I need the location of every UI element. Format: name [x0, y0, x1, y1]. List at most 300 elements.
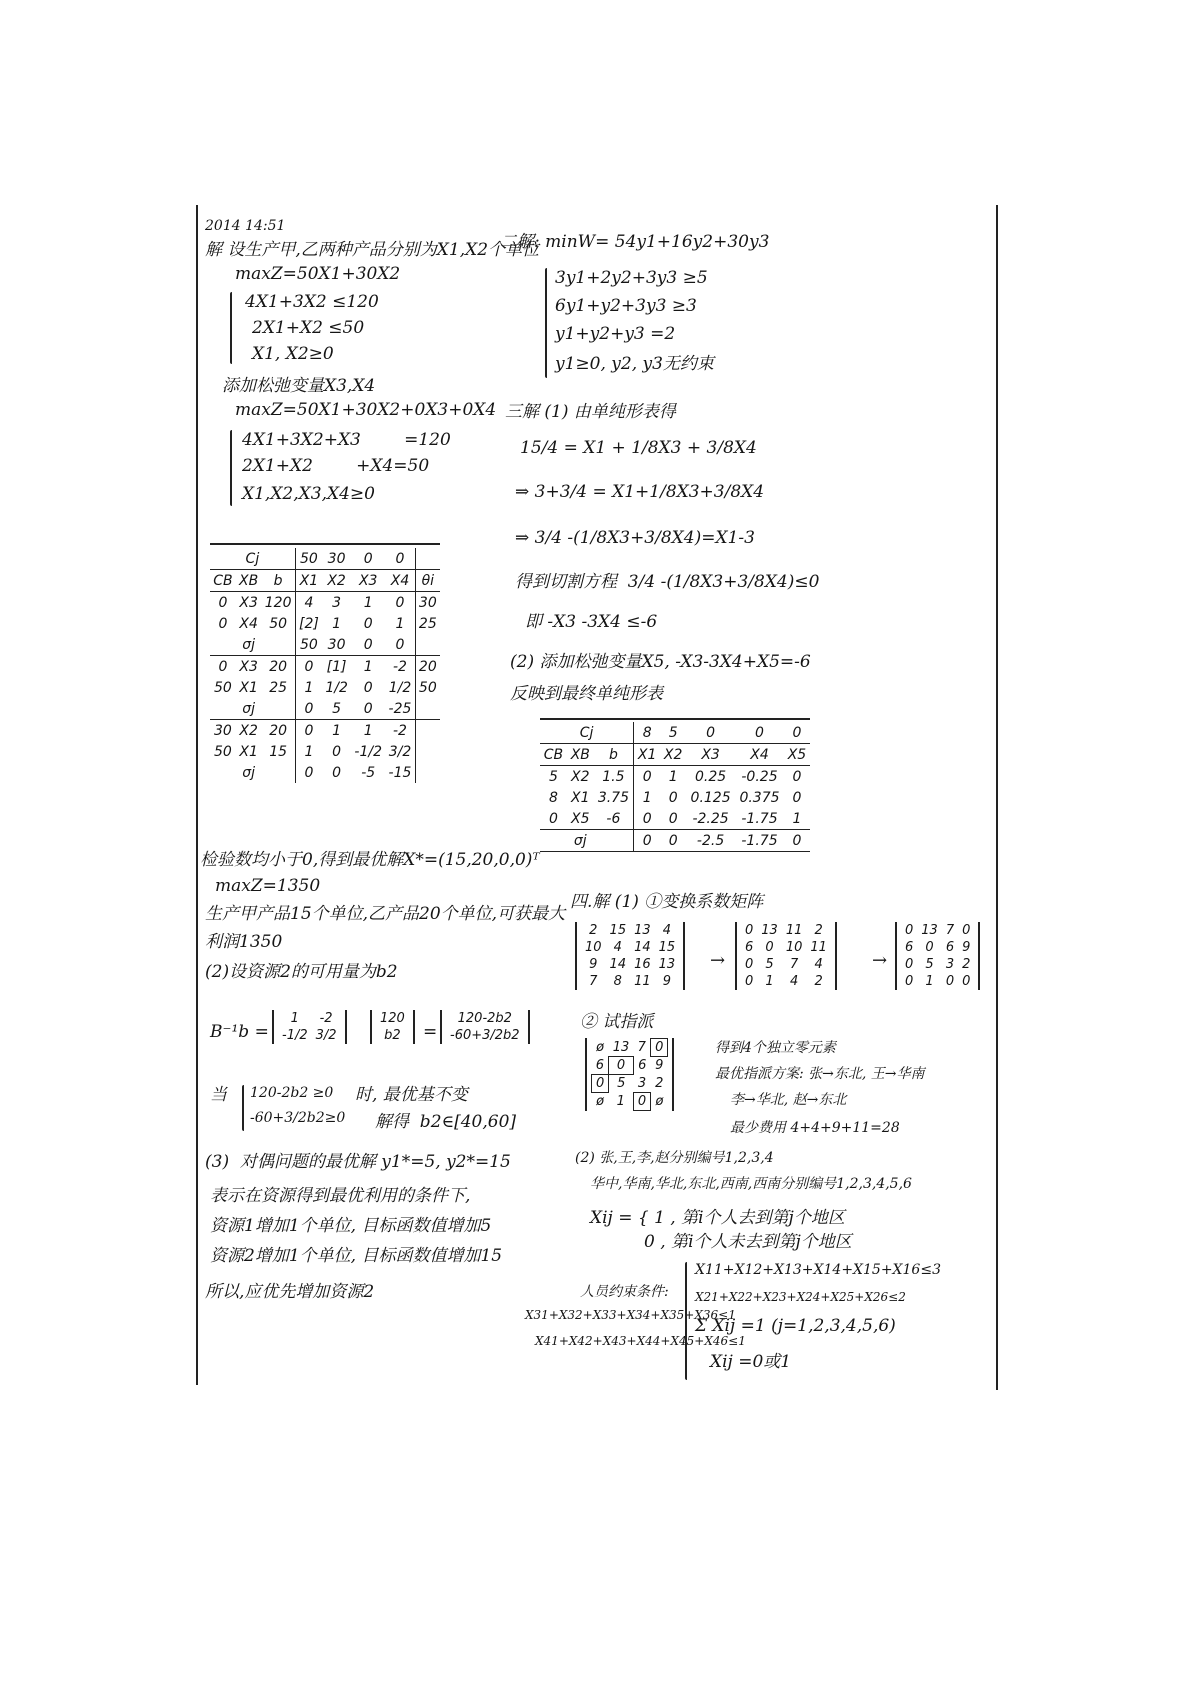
- matrix-cell: 13: [634, 923, 651, 938]
- conclusion-4: 利润1350: [205, 932, 283, 952]
- cj-label: Cj: [540, 722, 634, 744]
- table-cell: 0: [642, 768, 652, 785]
- header-cell: X4: [735, 744, 784, 766]
- table-cell: 50: [214, 743, 232, 760]
- table-cell: [540, 830, 567, 852]
- table-cell: 4: [304, 594, 314, 611]
- matrix-cell: 1: [616, 1094, 625, 1109]
- p1b-constraint-3: X1,X2,X3,X4≥0: [242, 484, 375, 504]
- matrix-row: [741, 922, 831, 939]
- matrix-cell: 3: [945, 957, 955, 972]
- table-cell: 1: [784, 808, 810, 830]
- matrix-cell: 11: [810, 940, 827, 955]
- q4-part2-line-2: 华中,华南,华北,东北,西南,西南分别编号1,2,3,4,5,6: [590, 1176, 912, 1192]
- part3-line-1: (3) 对偶问题的最优解 y1*=5, y2*=15: [205, 1152, 511, 1172]
- matrix-row: [901, 939, 974, 956]
- matrix-cell: 0: [945, 974, 955, 989]
- table-cell: σj: [242, 764, 256, 781]
- table-cell: 0: [363, 679, 373, 696]
- header-cell: X3: [351, 570, 385, 592]
- table-cell: [2]: [299, 615, 319, 632]
- q2-intro: 二解: minW= 54y1+16y2+30y3: [500, 232, 770, 252]
- table-cell: X5: [567, 808, 594, 830]
- table-cell: 0: [218, 615, 228, 632]
- table-cell: X2: [239, 722, 258, 739]
- matrix-cell: 0: [905, 974, 914, 989]
- matrix-cell: 15: [609, 923, 627, 938]
- table-cell: 25: [418, 615, 437, 632]
- table-cell: X4: [239, 615, 258, 632]
- table-cell: 50: [418, 679, 437, 696]
- table-cell: -2.25: [686, 808, 735, 830]
- matrix-row: [446, 1027, 524, 1044]
- matrix-cell: 7: [789, 957, 799, 972]
- matrix-row: [592, 1093, 668, 1111]
- matrix-cell: 6: [638, 1058, 647, 1073]
- q3-line-7: (2) 添加松弛变量X5, -X3-3X4+X5=-6: [510, 652, 811, 672]
- cj-label: Cj: [210, 548, 295, 570]
- model-label: 人员约束条件:: [580, 1284, 669, 1300]
- header-cell: X2: [322, 570, 351, 592]
- table-cell: X1: [239, 743, 258, 760]
- table-row: [210, 592, 440, 614]
- table-cell: X1: [571, 789, 590, 806]
- table-cell: -25: [385, 698, 415, 720]
- matrix-cell: 13: [612, 1039, 630, 1055]
- table-cell: 3.75: [594, 787, 634, 808]
- table-cell: 0.375: [739, 789, 780, 806]
- header-row: [210, 570, 440, 592]
- table-cell: [210, 634, 236, 656]
- cj-value: 50: [295, 548, 322, 570]
- matrix-cell: 120-2b2: [457, 1011, 512, 1026]
- table-cell: -5: [361, 764, 376, 781]
- page-border-right: [996, 205, 998, 1390]
- q3-line-4: ⇒ 3/4 -(1/8X3+3/8X4)=X1-3: [515, 528, 755, 548]
- table-cell: 1: [385, 613, 415, 634]
- header-cell: X1: [295, 570, 322, 592]
- conclusion-3: 生产甲产品15个单位,乙产品20个单位,可获最大: [205, 904, 566, 924]
- table-cell: 0: [634, 808, 661, 830]
- result-vector: [440, 1010, 530, 1044]
- header-cell: X3: [686, 744, 735, 766]
- matrix-cell: 4: [789, 974, 799, 989]
- matrix-cell: 120: [380, 1011, 405, 1026]
- p1b-brace: [230, 430, 232, 506]
- simplex-table-2: [540, 722, 810, 852]
- matrix-cell: 0: [745, 923, 754, 938]
- matrix-row: [901, 922, 974, 939]
- matrix-cell: 9: [589, 957, 598, 972]
- matrix-row: [592, 1075, 668, 1093]
- matrix-row: [901, 973, 974, 990]
- table-row: [210, 741, 440, 762]
- table-cell: 25: [261, 677, 295, 698]
- model-brace: [685, 1262, 687, 1380]
- matrix-cell: 9: [662, 974, 672, 989]
- matrix-cell: 1: [290, 1011, 299, 1026]
- cj-value: 8: [634, 722, 661, 744]
- table-cell: 1/2: [325, 679, 348, 696]
- matrix-cell: 6: [905, 940, 914, 955]
- matrix-cell: 1: [925, 974, 934, 989]
- matrix-cell: 1: [765, 974, 774, 989]
- matrix-cell: 6: [595, 1057, 605, 1073]
- table-cell: 0: [385, 592, 415, 614]
- q2-brace: [545, 268, 547, 378]
- p1-constraint-1: 4X1+3X2 ≤120: [245, 292, 379, 312]
- p1-constraint-2: 2X1+X2 ≤50: [252, 318, 365, 338]
- table-cell: 5: [549, 768, 558, 785]
- cj-value: 5: [660, 722, 686, 744]
- part3-line-4: 资源2增加1个单位, 目标函数值增加15: [210, 1246, 503, 1266]
- table-cell: 8: [549, 789, 558, 806]
- table-cell: [210, 762, 236, 783]
- matrix-cell: 0: [651, 1039, 668, 1057]
- table-cell: 30: [214, 722, 232, 739]
- matrix-cell: 6: [945, 940, 955, 955]
- table-cell: 0: [792, 768, 802, 785]
- matrix-cell: ø: [655, 1094, 664, 1109]
- table-cell: 0: [304, 722, 314, 739]
- table-cell: [415, 741, 440, 762]
- part2-intro: (2)设资源2的可用量为b2: [205, 962, 398, 982]
- part3-line-3: 资源1增加1个单位, 目标函数值增加5: [210, 1216, 492, 1236]
- header-cell: X4: [385, 570, 415, 592]
- p1-objective: maxZ=50X1+30X2: [235, 264, 401, 284]
- table-cell: [415, 762, 440, 783]
- header-row: [540, 744, 810, 766]
- matrix-cell: 0: [962, 923, 971, 938]
- matrix-cell: 15: [658, 940, 676, 955]
- matrix-row: [741, 956, 831, 973]
- matrix-cell: b2: [384, 1028, 401, 1043]
- matrix-cell: ø: [596, 1040, 605, 1055]
- cost-matrix: [575, 922, 685, 990]
- matrix-row: [592, 1039, 668, 1057]
- table-row: [210, 762, 440, 783]
- arrow-icon: →: [710, 950, 726, 971]
- matrix-row: [278, 1027, 341, 1044]
- matrix-cell: 6: [745, 940, 754, 955]
- table-row: [210, 720, 440, 742]
- table-cell: -1.75: [735, 830, 784, 852]
- model-line-4: Xij =0或1: [710, 1352, 792, 1372]
- part2-eq-lhs: B⁻¹b =: [210, 1022, 269, 1042]
- table-cell: 0: [351, 698, 385, 720]
- matrix-cell: 7: [589, 974, 598, 989]
- matrix-row: [446, 1010, 524, 1027]
- part2-solve: 解得 b2∈[40,60]: [375, 1112, 517, 1132]
- table-row: [210, 698, 440, 720]
- table-cell: 15: [261, 741, 295, 762]
- theta-cell: [415, 548, 440, 570]
- header-cell: CB: [210, 570, 236, 592]
- table-cell: -6: [594, 808, 634, 830]
- table-row: [540, 808, 810, 830]
- table-cell: 0: [634, 830, 661, 852]
- matrix-cell: 13: [658, 957, 676, 972]
- table-cell: [261, 762, 295, 783]
- table-cell: 0: [660, 808, 686, 830]
- table-cell: [1]: [326, 658, 347, 675]
- table-cell: 30: [322, 634, 351, 656]
- matrix-row: [581, 939, 679, 956]
- table-cell: 1: [304, 679, 314, 696]
- table-cell: 0: [304, 658, 314, 675]
- table-cell: 5: [322, 698, 351, 720]
- table-cell: 30: [418, 594, 437, 611]
- matrix-row: [592, 1057, 668, 1075]
- matrix-row: [581, 956, 679, 973]
- p1-intro: 解 设生产甲,乙两种产品分别为X1,X2个单位: [205, 240, 540, 260]
- table-cell: 1/2: [385, 677, 415, 698]
- matrix-cell: 4: [662, 923, 672, 938]
- p1-constraint-3: X1, X2≥0: [252, 344, 334, 364]
- table-cell: [261, 634, 295, 656]
- matrix-row: [278, 1010, 341, 1027]
- header-cell: b: [594, 744, 634, 766]
- matrix-row: [581, 922, 679, 939]
- q4-intro: 四.解 (1) ①变换系数矩阵: [570, 892, 764, 912]
- header-cell: CB: [540, 744, 567, 766]
- matrix-cell: 5: [617, 1076, 626, 1092]
- table-cell: σj: [567, 830, 594, 852]
- matrix-cell: 2: [962, 957, 971, 972]
- table-cell: 1: [363, 658, 373, 675]
- assignment-matrix: [585, 1038, 674, 1111]
- matrix-cell: 2: [814, 974, 823, 989]
- matrix-cell: 0: [962, 974, 971, 989]
- matrix-cell: 10: [585, 940, 602, 955]
- matrix-cell: 3/2: [315, 1028, 337, 1043]
- table-cell: 1: [363, 594, 373, 611]
- trial-assign-label: ② 试指派: [580, 1012, 654, 1032]
- table-cell: X1: [239, 679, 258, 696]
- matrix-row: [376, 1010, 409, 1027]
- p1b-constraint-1: 4X1+3X2+X3 =120: [242, 430, 451, 450]
- table-cell: 0: [668, 789, 678, 806]
- cj-value: 0: [686, 722, 735, 744]
- table-cell: X3: [239, 594, 258, 611]
- matrix-cell: 8: [613, 974, 622, 989]
- table-cell: [210, 698, 236, 720]
- table-cell: σj: [236, 698, 262, 720]
- table-cell: 0: [540, 808, 567, 830]
- matrix-cell: 16: [634, 957, 651, 972]
- table-cell: [261, 698, 295, 720]
- table-cell: 0: [304, 764, 314, 781]
- table-cell: 3/2: [385, 741, 415, 762]
- table-cell: [415, 720, 440, 742]
- reduced-matrix-2: [895, 922, 980, 990]
- cj-value: 0: [351, 548, 385, 570]
- table-cell: 20: [418, 658, 437, 675]
- table-cell: [415, 634, 440, 656]
- matrix-cell: 0: [745, 974, 754, 989]
- part3-line-5: 所以,应优先增加资源2: [205, 1282, 375, 1302]
- cj-value: 0: [385, 548, 415, 570]
- matrix-cell: 4: [613, 940, 622, 955]
- cond-note: 时, 最优基不变: [355, 1085, 468, 1105]
- q3-line-6: 即 -X3 -3X4 ≤-6: [525, 612, 658, 632]
- matrix-cell: 11: [634, 974, 651, 989]
- table-cell: 0: [332, 743, 342, 760]
- reduced-matrix-1: [735, 922, 837, 990]
- q2-constraint-4: y1≥0, y2, y3无约束: [555, 354, 714, 374]
- q3-line-8: 反映到最终单纯形表: [510, 684, 663, 704]
- matrix-cell: 10: [785, 940, 803, 955]
- matrix-cell: 4: [814, 957, 823, 972]
- q2-constraint-1: 3y1+2y2+3y3 ≥5: [555, 268, 708, 288]
- matrix-row: [741, 973, 831, 990]
- table-cell: 0: [218, 594, 228, 611]
- arrow-icon: →: [872, 950, 888, 971]
- binv-matrix: [272, 1010, 347, 1044]
- timestamp: 2014 14:51: [205, 218, 286, 234]
- matrix-cell: 0: [745, 957, 754, 972]
- table-cell: -2: [385, 656, 415, 678]
- table-cell: σj: [236, 634, 262, 656]
- cond-2: -60+3/2b2≥0: [250, 1110, 346, 1126]
- table-cell: [594, 830, 634, 852]
- cj-row: [210, 548, 440, 570]
- q3-line-1: 三解 (1) 由单纯形表得: [505, 402, 676, 422]
- table-cell: X3: [239, 658, 258, 675]
- table-cell: 0: [295, 698, 322, 720]
- table-cell: -2: [385, 720, 415, 742]
- cond-prefix: 当: [210, 1085, 227, 1105]
- q3-line-5: 得到切割方程 3/4 -(1/8X3+3/8X4)≤0: [515, 572, 820, 592]
- table-row: [540, 830, 810, 852]
- matrix-cell: ø: [596, 1094, 605, 1110]
- p1b-intro: 添加松弛变量X3,X4: [222, 376, 376, 396]
- q4-note-3: 李→华北, 赵→东北: [730, 1092, 847, 1108]
- table-row: [210, 656, 440, 678]
- matrix-cell: 7: [637, 1040, 646, 1055]
- matrix-cell: 11: [785, 923, 803, 938]
- matrix-cell: 9: [655, 1058, 664, 1074]
- table-cell: 20: [261, 720, 295, 742]
- q4-note-1: 得到4个独立零元素: [715, 1040, 836, 1056]
- model-line-3: Σ Xij =1 (j=1,2,3,4,5,6): [695, 1316, 896, 1336]
- matrix-cell: 14: [634, 940, 651, 955]
- table-cell: -0.25: [741, 768, 778, 785]
- part3-line-2: 表示在资源得到最优利用的条件下,: [210, 1186, 471, 1206]
- b-vector: [370, 1010, 415, 1044]
- table-cell: 50: [214, 679, 232, 696]
- matrix-cell: 2: [655, 1076, 664, 1091]
- header-cell: θi: [415, 570, 440, 592]
- header-cell: XB: [567, 744, 594, 766]
- table-cell: 0: [660, 830, 686, 852]
- matrix-cell: 2: [589, 923, 598, 938]
- matrix-cell: 0: [905, 957, 914, 972]
- cond-brace: [242, 1085, 244, 1131]
- table-cell: 1: [332, 615, 342, 632]
- table-cell: X2: [571, 768, 590, 785]
- matrix-cell: 0: [765, 940, 774, 955]
- matrix-cell: 5: [925, 957, 934, 972]
- q3-line-3: ⇒ 3+3/4 = X1+1/8X3+3/8X4: [515, 482, 765, 502]
- table-cell: 0: [218, 658, 228, 675]
- table-cell: -1/2: [354, 743, 382, 760]
- q3-line-2: 15/4 = X1 + 1/8X3 + 3/8X4: [520, 438, 757, 458]
- table-cell: 50: [261, 613, 295, 634]
- table-row: [540, 787, 810, 808]
- cj-value: 0: [735, 722, 784, 744]
- p1b-objective: maxZ=50X1+30X2+0X3+0X4: [235, 400, 497, 420]
- table-cell: 3: [332, 594, 342, 611]
- matrix-row: [741, 939, 831, 956]
- matrix-row: [581, 973, 679, 990]
- table-cell: [415, 698, 440, 720]
- model-line-1: X11+X12+X13+X14+X15+X16≤3: [695, 1262, 941, 1278]
- matrix-cell: -60+3/2b2: [450, 1028, 520, 1043]
- header-cell: XB: [236, 570, 262, 592]
- table-cell: 1.5: [594, 766, 634, 788]
- table-cell: -15: [385, 762, 415, 783]
- matrix-cell: 0: [592, 1075, 609, 1093]
- table-row: [210, 613, 440, 634]
- page-border-left: [196, 205, 198, 1385]
- table-cell: 1: [668, 768, 678, 785]
- cond-1: 120-2b2 ≥0: [250, 1085, 334, 1101]
- conclusion-1: 检验数均小于0,得到最优解X*=(15,20,0,0)ᵀ: [200, 850, 540, 870]
- model-left-2: X41+X42+X43+X44+X45+X46≤1: [535, 1334, 746, 1348]
- matrix-cell: -1/2: [282, 1028, 308, 1043]
- matrix-row: [376, 1027, 409, 1044]
- table-cell: 0: [385, 634, 415, 656]
- cj-value: 30: [322, 548, 351, 570]
- table-cell: 1: [304, 743, 314, 760]
- simplex-top-rule: [210, 543, 440, 545]
- p1-brace: [230, 292, 232, 364]
- q4-part2-line-4: 0 , 第i个人未去到第j个地区: [590, 1232, 852, 1252]
- table-cell: 0: [784, 830, 810, 852]
- cj-value: 0: [784, 722, 810, 744]
- matrix-cell: 0: [905, 923, 914, 938]
- model-line-2: X21+X22+X23+X24+X25+X26≤2: [695, 1290, 906, 1304]
- matrix-cell: 0: [609, 1057, 634, 1075]
- matrix-row: [901, 956, 974, 973]
- model-left-1: X31+X32+X33+X34+X35+X36≤1: [525, 1308, 736, 1322]
- header-cell: b: [261, 570, 295, 592]
- matrix-cell: 0: [633, 1093, 650, 1111]
- matrix-cell: -2: [319, 1011, 333, 1026]
- table-cell: -2.5: [686, 830, 735, 852]
- table-cell: 20: [261, 656, 295, 678]
- table-cell: 1: [363, 722, 373, 739]
- q4-note-2: 最优指派方案: 张→东北, 王→华南: [715, 1066, 925, 1082]
- table-cell: 0: [363, 615, 373, 632]
- table-cell: 1: [642, 789, 652, 806]
- cj-row: [540, 722, 810, 744]
- table-cell: 0: [332, 764, 342, 781]
- matrix-cell: 0: [925, 940, 934, 955]
- matrix-cell: 9: [962, 940, 971, 955]
- simplex-table-1: [210, 548, 440, 783]
- q2-constraint-3: y1+y2+y3 =2: [555, 324, 676, 344]
- q4-part2-line-3: Xij = { 1 , 第i个人去到第j个地区: [590, 1208, 845, 1228]
- table-cell: 0: [351, 634, 385, 656]
- matrix-cell: 2: [814, 923, 823, 938]
- matrix-cell: 7: [945, 923, 955, 938]
- q2-constraint-2: 6y1+y2+3y3 ≥3: [555, 296, 697, 316]
- table-cell: 0.25: [695, 768, 727, 785]
- simplex2-top-rule: [540, 718, 810, 720]
- table-cell: 0.125: [690, 789, 731, 806]
